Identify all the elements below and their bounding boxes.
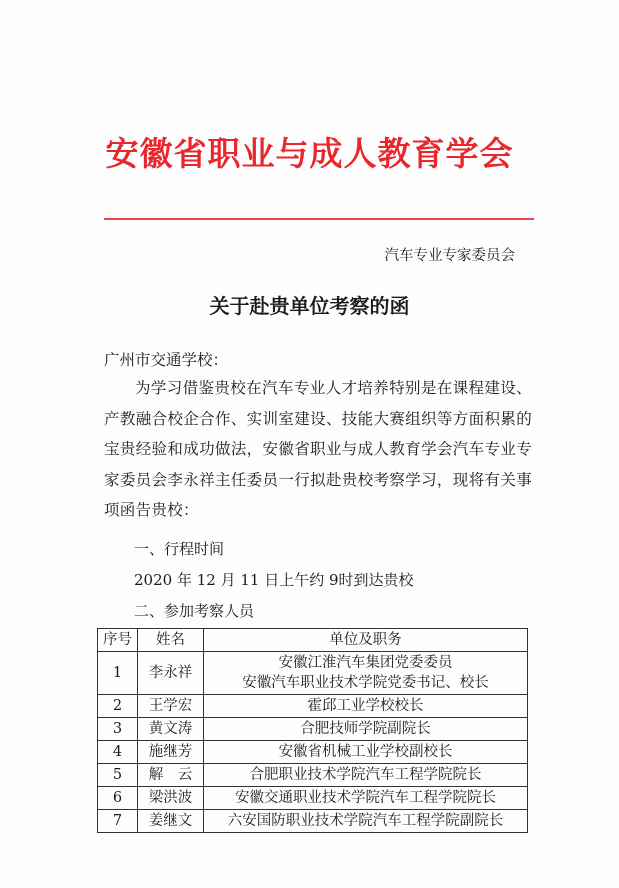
- cell-unit: 六安国防职业技术学院汽车工程学院副院长: [204, 810, 528, 833]
- header-unit: 单位及职务: [204, 629, 528, 652]
- cell-name: 李永祥: [138, 652, 204, 695]
- cell-no: 3: [98, 718, 138, 741]
- table-header-row: [98, 629, 528, 652]
- section-heading-schedule: 一、行程时间: [134, 540, 225, 558]
- table-row: [98, 652, 528, 695]
- cell-no: 1: [98, 652, 138, 695]
- cell-name: 施继芳: [138, 741, 204, 764]
- salutation: 广州市交通学校：: [104, 351, 229, 369]
- schedule-text: 2020 年 12 月 11 日上午约 9时到达贵校: [134, 571, 414, 589]
- unit-line: 安徽江淮汽车集团党委委员: [278, 655, 453, 671]
- table-row: [98, 787, 528, 810]
- org-title: 安徽省职业与成人教育学会: [105, 134, 514, 173]
- cell-unit: 霍邱工业学校校长: [204, 695, 528, 718]
- body-paragraph: 为学习借鉴贵校在汽车专业人才培养特别是在课程建设、产教融合校企合作、实训室建设、技能大赛组织等方面积累的宝贵经验和成功做法，安徽省职业与成人教育学会汽车专业专家委员会李永祥主任委员一行拟赴贵校考察学习，现将有关事项函告贵校：: [104, 379, 532, 519]
- cell-name: 梁洪波: [138, 787, 204, 810]
- table-row: [98, 764, 528, 787]
- cell-name: 姜继文: [138, 810, 204, 833]
- cell-no: 6: [98, 787, 138, 810]
- cell-no: 4: [98, 741, 138, 764]
- section-heading-members: 二、参加考察人员: [134, 602, 255, 620]
- cell-name: 解 云: [138, 764, 204, 787]
- cell-no: 7: [98, 810, 138, 833]
- table-row: [98, 695, 528, 718]
- document-title: 关于赴贵单位考察的函: [209, 294, 410, 318]
- cell-name: 王学宏: [138, 695, 204, 718]
- table-row: [98, 718, 528, 741]
- header-name: 姓名: [138, 629, 204, 652]
- cell-unit: 合肥技师学院副院长: [204, 718, 528, 741]
- cell-unit: 安徽省机械工业学校副校长: [204, 741, 528, 764]
- cell-unit: 安徽交通职业技术学院汽车工程学院院长: [204, 787, 528, 810]
- unit-line: 安徽汽车职业技术学院党委书记、校长: [242, 675, 489, 691]
- cell-name: 黄文涛: [138, 718, 204, 741]
- table-row: [98, 810, 528, 833]
- members-table: [97, 628, 528, 833]
- table-row: [98, 741, 528, 764]
- cell-no: 5: [98, 764, 138, 787]
- cell-unit: 合肥职业技术学院汽车工程学院院长: [204, 764, 528, 787]
- header-no: 序号: [98, 629, 138, 652]
- red-divider: [104, 218, 534, 220]
- cell-no: 2: [98, 695, 138, 718]
- cell-unit: [204, 652, 528, 695]
- committee-name: 汽车专业专家委员会: [384, 248, 515, 264]
